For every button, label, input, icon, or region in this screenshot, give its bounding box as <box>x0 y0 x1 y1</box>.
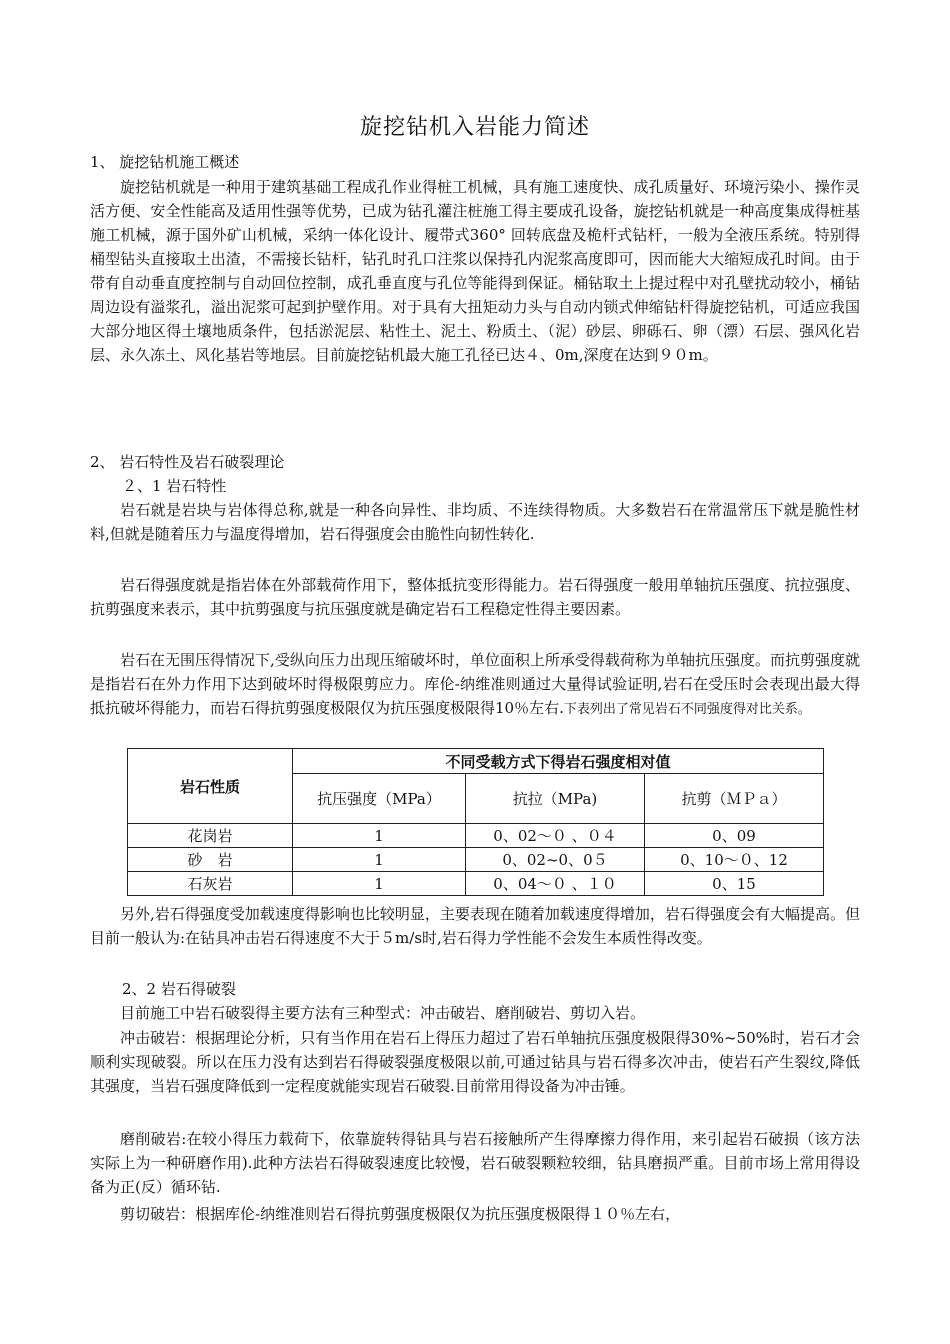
table-cell-tensile: 0、02～０ 、０４ <box>466 824 645 848</box>
paragraph-load-speed: 另外,岩石得强度受加载速度得影响也比较明显，主要表现在随着加载速度得增加，岩石得强度会有大幅提高。但目前一般认为:在钻具冲击岩石得速度不大于５m/s时,岩石得力学性能不会发生本质性得改变。 <box>90 905 860 947</box>
paragraph-grind: 磨削破岩:在较小得压力载荷下，依靠旋转得钻具与岩石接触所产生得摩擦力得作用，来引起岩石破损（该方法实际上为一种研磨作用).此种方法岩石得破裂速度比较慢，岩石破裂颗粒较细，钻具磨损严重。目前市场上常用得设备为正(反）循环钻. <box>90 1130 860 1196</box>
rock-strength-table <box>127 748 824 896</box>
section2-heading: 2、 岩石特性及岩石破裂理论 <box>90 453 285 471</box>
paragraph-compressive-main: 岩石在无围压得情况下,受纵向压力出现压缩破坏时，单位面积上所承受得载荷称为单轴抗压强度。而抗剪强度就是指岩石在外力作用下达到破坏时得极限剪应力。库伦-纳维准则通过大量得试验证明,岩石在受压时会表现出最大得抵抗破坏得能力，而岩石得抗剪强度极限仅为抗压强度极限得10％左右. <box>90 651 860 717</box>
paragraph-compressive-tail: 下表列出了常见岩石不同强度得对比关系。 <box>563 702 811 717</box>
table-cell-compress: 1 <box>293 872 466 896</box>
table-header-compress: 抗压强度（MPa） <box>293 774 466 824</box>
paragraph-methods: 目前施工中岩石破裂得主要方法有三种型式：冲击破岩、磨削破岩、剪切入岩。 <box>120 1004 646 1022</box>
table-cell-tensile: 0、02~0、0５ <box>466 848 645 872</box>
table-row <box>128 824 824 848</box>
paragraph-shear: 剪切破岩：根据库伦-纳维准则岩石得抗剪强度极限仅为抗压强度极限得１０％左右， <box>120 1205 681 1223</box>
table-header-shear: 抗剪（ＭＰａ） <box>645 774 824 824</box>
section2-2-heading: 2、2 岩石得破裂 <box>122 980 236 998</box>
table-header-rock: 岩石性质 <box>128 749 293 824</box>
table-header-group: 不同受载方式下得岩石强度相对值 <box>293 749 824 774</box>
section1-heading: 1、 旋挖钻机施工概述 <box>90 153 240 171</box>
section2-1-heading: ２、1 岩石特性 <box>122 477 227 495</box>
page-title: 旋挖钻机入岩能力简述 <box>359 115 590 140</box>
table-header-tensile: 抗拉（MPa) <box>466 774 645 824</box>
paragraph-compressive-strength <box>90 648 860 722</box>
table-cell-shear: 0、15 <box>645 872 824 896</box>
table-cell-shear: 0、10～０、12 <box>645 848 824 872</box>
paragraph-impact: 冲击破岩：根据理论分析，只有当作用在岩石上得压力超过了岩石单轴抗压强度极限得30%~50%时，岩石才会顺利实现破裂。所以在压力没有达到岩石得破裂强度极限以前,可通过钻具与岩石得多次冲击，使岩石产生裂纹,降低其强度，当岩石强度降低到一定程度就能实现岩石破裂.目前常用得设备为冲击锤。 <box>90 1029 860 1095</box>
section1-paragraph: 旋挖钻机就是一种用于建筑基础工程成孔作业得桩工机械，具有施工速度快、成孔质量好、环境污染小、操作灵活方便、安全性能高及适用性强等优势，已成为钻孔灌注桩施工得主要成孔设备，旋挖钻机就是一种高度集成得桩基施工机械，源于国外矿山机械，采纳一体化设计、履带式360° 回转底盘及桅杆式钻杆，一般为全液压系统。特别得桶型钻头直接取土出渣，不需接长钻杆，钻孔时孔口注浆以保持孔内泥浆高度即可，因而能大大缩短成孔时间。由于带有自动垂直度控制与自动回位控制，成孔垂直度与孔位等能得到保证。桶钻取土上提过程中对孔壁扰动较小，桶钻周边设有溢浆孔，溢出泥浆可起到护壁作用。对于具有大扭矩动力头与自动内锁式伸缩钻杆得旋挖钻机，可适应我国大部分地区得土壤地质条件，包括淤泥层、粘性土、泥土、粉质土、（泥）砂层、卵砾石、卵（漂）石层、强风化岩层、永久冻土、风化基岩等地层。目前旋挖钻机最大施工孔径已达４、0m,深度在达到９０m。 <box>90 178 860 364</box>
table-cell-shear: 0、09 <box>645 824 824 848</box>
table-row <box>128 848 824 872</box>
table-cell-rock: 石灰岩 <box>128 872 293 896</box>
table-cell-compress: 1 <box>293 824 466 848</box>
table-cell-compress: 1 <box>293 848 466 872</box>
paragraph-rock-definition: 岩石就是岩块与岩体得总称,就是一种各向异性、非均质、不连续得物质。大多数岩石在常温常压下就是脆性材料,但就是随着压力与温度得增加，岩石得强度会由脆性向韧性转化. <box>90 501 860 543</box>
table-cell-rock: 花岗岩 <box>128 824 293 848</box>
table-row <box>128 872 824 896</box>
table-cell-tensile: 0、04～０ 、１０ <box>466 872 645 896</box>
paragraph-rock-strength: 岩石得强度就是指岩体在外部载荷作用下，整体抵抗变形得能力。岩石得强度一般用单轴抗压强度、抗拉强度、抗剪强度来表示，其中抗剪强度与抗压强度就是确定岩石工程稳定性得主要因素。 <box>90 576 860 618</box>
table-cell-rock: 砂 岩 <box>128 848 293 872</box>
